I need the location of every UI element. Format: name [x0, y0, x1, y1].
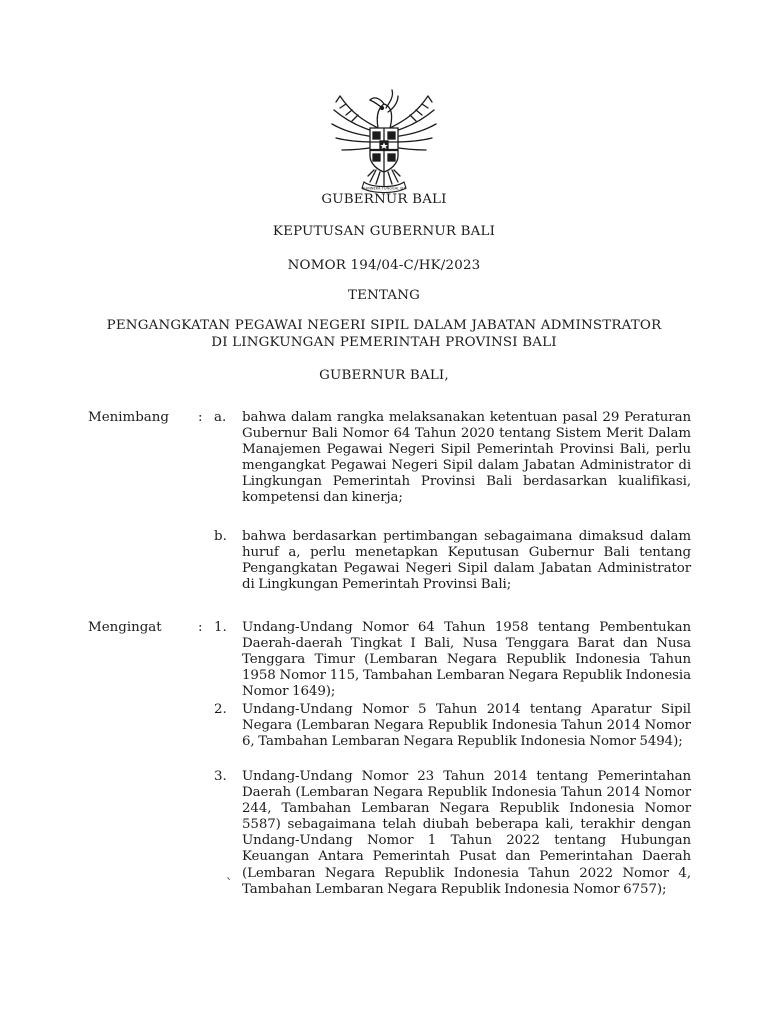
- decree-type: KEPUTUSAN GUBERNUR BALI: [272, 224, 496, 239]
- menimbang-item-b: [214, 529, 691, 593]
- mengingat-item-2: [214, 702, 691, 750]
- issuer-signatory: GUBERNUR BALI,: [319, 368, 449, 383]
- mengingat-label: Mengingat: [88, 620, 162, 635]
- decree-title-line-2: DI LINGKUNGAN PEMERINTAH PROVINSI BALI: [211, 335, 557, 350]
- item-marker: b.: [214, 529, 227, 544]
- item-text: Undang-Undang Nomor 64 Tahun 1958 tentang Pembentukan Daerah-daerah Tingkat I Bali, Nusa Tenggara Barat dan Nusa Tenggara Timur (Lembaran Negara Republik Indonesia Tahun 1958 Nomor 115, Tambahan Lembaran Negara Republik Indonesia Nomor 1649);: [242, 620, 691, 700]
- menimbang-label: Menimbang: [88, 410, 169, 425]
- item-text: bahwa berdasarkan pertimbangan sebagaimana dimaksud dalam huruf a, perlu menetapkan Keputusan Gubernur Bali tentang Pengangkatan Pegawai Negeri Sipil dalam Jabatan Administrator di Lingkungan Pemerintah Provinsi Bali;: [242, 529, 691, 593]
- item-marker: 2.: [214, 702, 227, 717]
- item-marker: 1.: [214, 620, 227, 635]
- menimbang-colon: :: [198, 410, 203, 425]
- about-heading: TENTANG: [347, 288, 421, 303]
- issuer-heading: GUBERNUR BALI: [321, 192, 447, 207]
- emblem-motto: BHINNEKA TUNGGAL IKA: [361, 186, 407, 191]
- item-text: bahwa dalam rangka melaksanakan ketentuan pasal 29 Peraturan Gubernur Bali Nomor 64 Tahun 2020 tentang Sistem Merit Dalam Manajemen Pegawai Negeri Sipil Pemerintah Provinsi Bali, perlu mengangkat Pegawai Negeri Sipil dalam Jabatan Administrator di Lingkungan Pemerintah Provinsi Bali berdasarkan kualifikasi, kompetensi dan kinerja;: [242, 410, 691, 506]
- mengingat-item-1: [214, 620, 691, 700]
- garuda-emblem-icon: [326, 78, 442, 196]
- mengingat-item-3: [214, 769, 691, 898]
- item-marker: a.: [214, 410, 227, 425]
- item-text: Undang-Undang Nomor 23 Tahun 2014 tentang Pemerintahan Daerah (Lembaran Negara Republik Indonesia Tahun 2014 Nomor 244, Tambahan Lembaran Negara Republik Indonesia Nomor 5587) sebagaimana telah diubah beberapa kali, terakhir dengan Undang-Undang Nomor 1 Tahun 2022 tentang Hubungan Keuangan Antara Pemerintah Pusat dan Pemerintahan Daerah (Lembaran Negara Republik Indonesia Tahun 2022 Nomor 4, Tambahan Lembaran Negara Republik Indonesia Nomor 6757);: [242, 769, 691, 897]
- stray-mark: `: [226, 877, 233, 892]
- item-marker: 3.: [214, 769, 227, 784]
- menimbang-item-a: [214, 410, 691, 507]
- decree-number: NOMOR 194/04-C/HK/2023: [287, 258, 481, 273]
- mengingat-colon: :: [198, 620, 203, 635]
- decree-title-line-1: PENGANGKATAN PEGAWAI NEGERI SIPIL DALAM JABATAN ADMINSTRATOR: [106, 318, 662, 333]
- item-text: Undang-Undang Nomor 5 Tahun 2014 tentang Aparatur Sipil Negara (Lembaran Negara Republik Indonesia Tahun 2014 Nomor 6, Tambahan Lembaran Negara Republik Indonesia Nomor 5494);: [242, 702, 691, 750]
